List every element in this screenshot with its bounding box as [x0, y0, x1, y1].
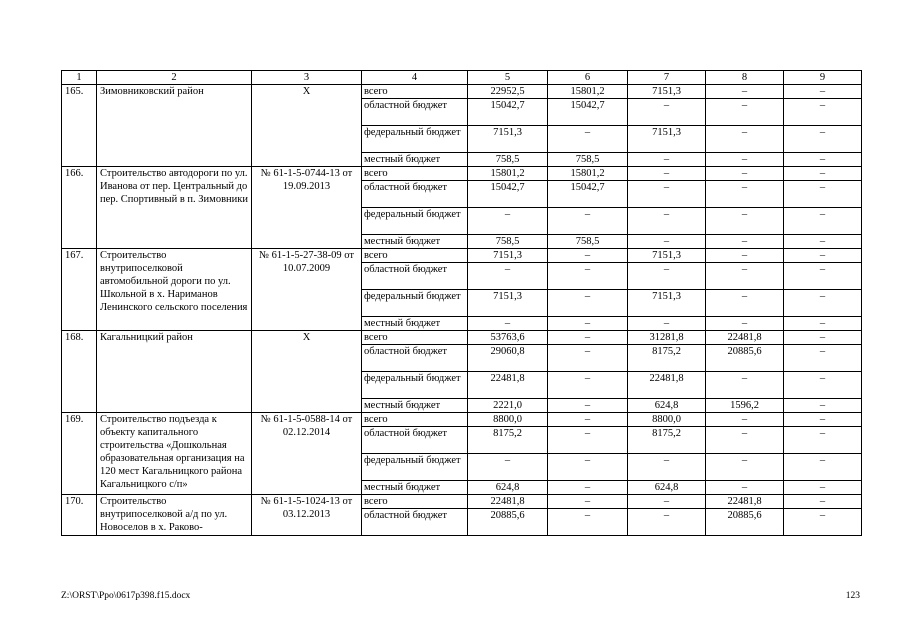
funding-source: местный бюджет	[362, 317, 468, 331]
amount-cell: 8175,2	[628, 345, 706, 372]
row-number: 167.	[62, 249, 97, 331]
amount-cell: –	[784, 263, 862, 290]
amount-cell: –	[784, 317, 862, 331]
amount-cell: –	[784, 481, 862, 495]
row-number: 169.	[62, 413, 97, 495]
amount-cell: 7151,3	[628, 85, 706, 99]
funding-source: местный бюджет	[362, 153, 468, 167]
amount-cell: –	[784, 167, 862, 181]
footer-file-path: Z:\ORST\Ppo\0617p398.f15.docx	[61, 591, 191, 601]
funding-source: всего	[362, 413, 468, 427]
amount-cell: –	[784, 208, 862, 235]
amount-cell: 31281,8	[628, 331, 706, 345]
amount-cell: –	[706, 153, 784, 167]
document-reference: № 61-1-5-0744-13 от 19.09.2013	[252, 167, 362, 249]
amount-cell: –	[784, 290, 862, 317]
amount-cell: 2221,0	[468, 399, 548, 413]
amount-cell: –	[548, 427, 628, 454]
amount-cell: 7151,3	[468, 249, 548, 263]
amount-cell: –	[706, 454, 784, 481]
document-reference: Х	[252, 85, 362, 167]
amount-cell: –	[784, 331, 862, 345]
amount-cell: –	[628, 167, 706, 181]
amount-cell: –	[784, 454, 862, 481]
column-header: 8	[706, 71, 784, 85]
amount-cell: 758,5	[548, 153, 628, 167]
footer-page-number: 123	[845, 591, 860, 601]
funding-source: всего	[362, 249, 468, 263]
amount-cell: –	[706, 249, 784, 263]
document-reference: № 61-1-5-1024-13 от 03.12.2013	[252, 495, 362, 536]
amount-cell: –	[706, 126, 784, 153]
amount-cell: 8800,0	[468, 413, 548, 427]
amount-cell: –	[706, 99, 784, 126]
document-reference: № 61-1-5-0588-14 от 02.12.2014	[252, 413, 362, 495]
amount-cell: 1596,2	[706, 399, 784, 413]
funding-source: федеральный бюджет	[362, 454, 468, 481]
object-name: Строительство внутрипоселковой а/д по ул. Новоселов в х. Раково-	[97, 495, 252, 536]
amount-cell: –	[548, 345, 628, 372]
funding-source: федеральный бюджет	[362, 208, 468, 235]
amount-cell: –	[628, 153, 706, 167]
amount-cell: 8800,0	[628, 413, 706, 427]
amount-cell: –	[706, 372, 784, 399]
row-number: 168.	[62, 331, 97, 413]
amount-cell: –	[548, 249, 628, 263]
table-body	[62, 71, 862, 536]
amount-cell: 15042,7	[468, 99, 548, 126]
amount-cell: –	[468, 454, 548, 481]
amount-cell: 15801,2	[468, 167, 548, 181]
document-reference: № 61-1-5-27-38-09 от 10.07.2009	[252, 249, 362, 331]
amount-cell: –	[548, 509, 628, 536]
amount-cell: –	[468, 208, 548, 235]
column-header: 6	[548, 71, 628, 85]
amount-cell: –	[628, 263, 706, 290]
amount-cell: –	[468, 317, 548, 331]
table-row	[62, 167, 862, 181]
column-header: 5	[468, 71, 548, 85]
amount-cell: 624,8	[628, 399, 706, 413]
amount-cell: 22481,8	[468, 495, 548, 509]
amount-cell: –	[706, 413, 784, 427]
object-name: Строительство подъезда к объекту капитального строительства «Дошкольная образовательная организация на 120 мест Кагальницкого района Кагальницкого с/п»	[97, 413, 252, 495]
amount-cell: –	[628, 509, 706, 536]
amount-cell: –	[784, 249, 862, 263]
funding-source: местный бюджет	[362, 399, 468, 413]
funding-source: всего	[362, 495, 468, 509]
amount-cell: –	[628, 235, 706, 249]
funding-source: федеральный бюджет	[362, 290, 468, 317]
amount-cell: –	[784, 345, 862, 372]
amount-cell: 53763,6	[468, 331, 548, 345]
table-row	[62, 85, 862, 99]
funding-source: местный бюджет	[362, 481, 468, 495]
amount-cell: –	[468, 263, 548, 290]
amount-cell: 624,8	[628, 481, 706, 495]
amount-cell: 29060,8	[468, 345, 548, 372]
amount-cell: 758,5	[468, 235, 548, 249]
funding-source: областной бюджет	[362, 263, 468, 290]
amount-cell: –	[706, 85, 784, 99]
amount-cell: 758,5	[548, 235, 628, 249]
amount-cell: 20885,6	[468, 509, 548, 536]
column-header: 7	[628, 71, 706, 85]
funding-source: местный бюджет	[362, 235, 468, 249]
amount-cell: 7151,3	[628, 249, 706, 263]
amount-cell: 758,5	[468, 153, 548, 167]
column-header: 2	[97, 71, 252, 85]
funding-source: всего	[362, 85, 468, 99]
amount-cell: –	[548, 290, 628, 317]
amount-cell: –	[784, 372, 862, 399]
row-number: 170.	[62, 495, 97, 536]
amount-cell: –	[784, 399, 862, 413]
amount-cell: 8175,2	[468, 427, 548, 454]
amount-cell: –	[784, 235, 862, 249]
amount-cell: 20885,6	[706, 345, 784, 372]
amount-cell: –	[548, 481, 628, 495]
amount-cell: 7151,3	[628, 126, 706, 153]
amount-cell: –	[784, 495, 862, 509]
row-number: 165.	[62, 85, 97, 167]
budget-table	[61, 70, 862, 536]
column-header: 1	[62, 71, 97, 85]
amount-cell: –	[784, 427, 862, 454]
amount-cell: 7151,3	[468, 126, 548, 153]
amount-cell: –	[706, 317, 784, 331]
amount-cell: 7151,3	[468, 290, 548, 317]
amount-cell: –	[628, 317, 706, 331]
object-name: Кагальницкий район	[97, 331, 252, 413]
funding-source: областной бюджет	[362, 509, 468, 536]
amount-cell: 22481,8	[706, 495, 784, 509]
amount-cell: –	[706, 481, 784, 495]
table-row	[62, 249, 862, 263]
funding-source: всего	[362, 331, 468, 345]
amount-cell: 22952,5	[468, 85, 548, 99]
amount-cell: 7151,3	[628, 290, 706, 317]
funding-source: федеральный бюджет	[362, 372, 468, 399]
amount-cell: 22481,8	[706, 331, 784, 345]
document-reference: Х	[252, 331, 362, 413]
amount-cell: –	[548, 263, 628, 290]
amount-cell: –	[784, 126, 862, 153]
table-row	[62, 331, 862, 345]
column-header: 4	[362, 71, 468, 85]
amount-cell: –	[548, 208, 628, 235]
amount-cell: 15801,2	[548, 167, 628, 181]
amount-cell: 15042,7	[548, 181, 628, 208]
amount-cell: –	[784, 181, 862, 208]
column-number-row	[62, 71, 862, 85]
amount-cell: –	[628, 181, 706, 208]
funding-source: областной бюджет	[362, 427, 468, 454]
amount-cell: 15801,2	[548, 85, 628, 99]
amount-cell: –	[706, 208, 784, 235]
funding-source: всего	[362, 167, 468, 181]
amount-cell: –	[548, 372, 628, 399]
funding-source: областной бюджет	[362, 181, 468, 208]
object-name: Строительство внутрипоселковой автомобильной дороги по ул. Школьной в х. Нариманов Ленинского сельского поселения	[97, 249, 252, 331]
amount-cell: –	[784, 509, 862, 536]
column-header: 3	[252, 71, 362, 85]
amount-cell: –	[548, 126, 628, 153]
amount-cell: 20885,6	[706, 509, 784, 536]
amount-cell: –	[706, 290, 784, 317]
amount-cell: –	[548, 317, 628, 331]
amount-cell: –	[784, 153, 862, 167]
amount-cell: –	[628, 454, 706, 481]
amount-cell: –	[628, 495, 706, 509]
amount-cell: –	[706, 263, 784, 290]
amount-cell: –	[548, 331, 628, 345]
column-header: 9	[784, 71, 862, 85]
amount-cell: –	[628, 208, 706, 235]
amount-cell: –	[706, 427, 784, 454]
funding-source: федеральный бюджет	[362, 126, 468, 153]
amount-cell: 15042,7	[548, 99, 628, 126]
funding-source: областной бюджет	[362, 99, 468, 126]
amount-cell: –	[784, 85, 862, 99]
object-name: Зимовниковский район	[97, 85, 252, 167]
table-row	[62, 413, 862, 427]
amount-cell: 15042,7	[468, 181, 548, 208]
funding-source: областной бюджет	[362, 345, 468, 372]
amount-cell: –	[706, 167, 784, 181]
amount-cell: –	[548, 495, 628, 509]
amount-cell: –	[784, 413, 862, 427]
amount-cell: –	[706, 235, 784, 249]
amount-cell: 624,8	[468, 481, 548, 495]
amount-cell: –	[706, 181, 784, 208]
object-name: Строительство автодороги по ул. Иванова от пер. Центральный до пер. Спортивный в п. Зимовники	[97, 167, 252, 249]
row-number: 166.	[62, 167, 97, 249]
amount-cell: –	[548, 399, 628, 413]
amount-cell: 22481,8	[628, 372, 706, 399]
amount-cell: –	[548, 454, 628, 481]
amount-cell: –	[628, 99, 706, 126]
table-row	[62, 495, 862, 509]
amount-cell: –	[784, 99, 862, 126]
amount-cell: 22481,8	[468, 372, 548, 399]
amount-cell: 8175,2	[628, 427, 706, 454]
amount-cell: –	[548, 413, 628, 427]
